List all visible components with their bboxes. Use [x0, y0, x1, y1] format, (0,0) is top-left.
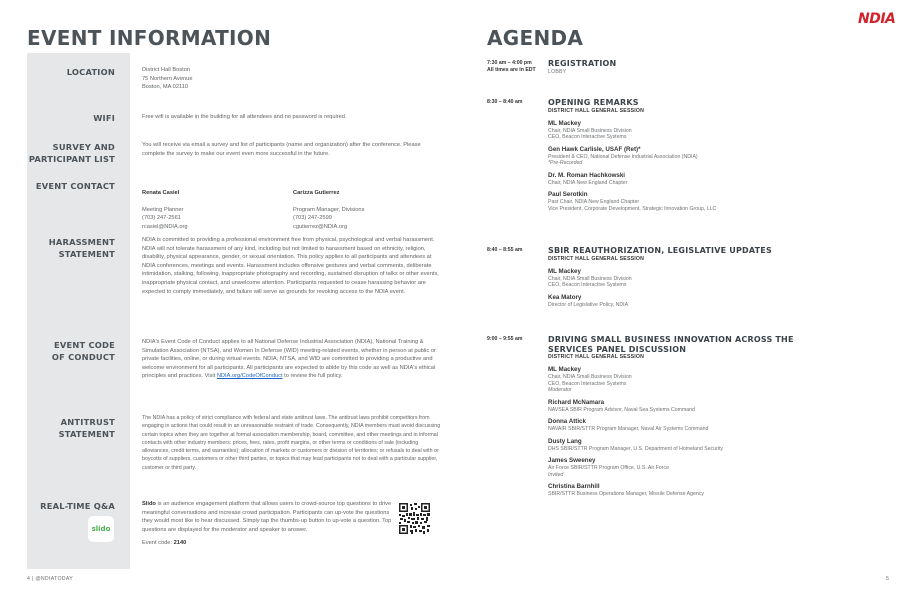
speaker: Christina Barnhill SBIR/STTR Business Operations Manager, Missile Defense Agency	[548, 483, 704, 497]
location-label: LOCATION	[66, 67, 115, 77]
speaker: Richard McNamara NAVSEA SBIR Program Advisor, Naval Sea Systems Command	[548, 398, 695, 413]
qr-code-icon[interactable]	[399, 503, 430, 534]
page-title-event-information: EVENT INFORMATION	[27, 26, 272, 50]
agenda-time-registration: 7:30 am – 4:00 pm All times are in EDT	[487, 60, 536, 73]
survey-text: You will receive via email a survey and list of participants (name and organization) after the conference. Please complete the survey to make our event even more successful in the future.	[142, 142, 421, 157]
code-of-conduct-link[interactable]: NDIA.org/CodeOfConduct	[216, 373, 283, 380]
harassment-text: NDIA is committed to providing a professional environment free from physical, psychological and verbal harassment. NDIA will not tolerate harassment of any kind, including but not limited to harassment based on ethnicity, religion, disability, physical appearance, gender, or sexual orientation. This policy applies to all participants and attendees at NDIA conferences, meetings and events. Harassment includes offensive gestures and verbal comments, deliberate intimidation, stalking, following, inappropriate photography and recording, sustained disruption of talks or other events, inappropriate physical contact, and unwelcome attention. Participants requested to cease harassing behavior are expected to comply immediately, and failure will serve as grounds for revoking access to the NDIA event.	[142, 237, 439, 295]
agenda-item-sbir-reauthorization: SBIR REAUTHORIZATION, LEGISLATIVE UPDATES DISTRICT HALL GENERAL SESSION ML Mackey Chair, NDIA Small Business Division CEO, Beacon Interactive Systems Kea Matory Director of Legislative Policy, NDIA	[548, 246, 838, 308]
agenda-time-panel: 9:00 – 9:55 am	[487, 336, 523, 342]
agenda-time-sbir: 8:40 – 8:55 am	[487, 247, 523, 253]
section-label-column	[27, 53, 130, 569]
page-title-agenda: AGENDA	[487, 26, 584, 50]
speaker: ML Mackey Chair, NDIA Small Business Division CEO, Beacon Interactive Systems	[548, 119, 632, 140]
code-of-conduct-label: EVENT CODE OF CONDUCT	[51, 340, 115, 362]
survey-label: SURVEY AND PARTICIPANT LIST	[28, 142, 115, 164]
contact-renata-casiel: Renata Casiel Meeting Planner (703) 247-2561 rcasiel@NDIA.org	[142, 189, 188, 230]
speaker: Dr. M. Roman Hachkowski Chair, NDIA New England Chapter	[548, 171, 628, 186]
ndia-logo[interactable]: NDIA	[858, 11, 896, 27]
speaker: Dusty Lang DHS SBIR/STTR Program Manager, U.S. Department of Homeland Security	[548, 437, 723, 452]
qa-text: Slido is an audience engagement platform that allows users to crowd-source top questions to drive meaningful conversations and increase crowd participation. Participants can up-vote the questions they would most like to hear discussed. Simply tap the thumbs-up button to up-vote a question. Top questions are displayed for the moderator and speaker to answer. Event code: 2140	[142, 501, 392, 547]
agenda-item-registration: REGISTRATION LOBBY	[548, 59, 617, 75]
speaker: ML Mackey Chair, NDIA Small Business Division CEO, Beacon Interactive Systems	[548, 267, 632, 288]
speaker: Paul Serotkin Past Chair, NDIA New England Chapter Vice President, Corporate Development, Strategic Innovation Group, LLC	[548, 191, 717, 212]
speaker: James Sweeney Air Force SBIR/STTR Program Office, U.S. Air Force Invited	[548, 457, 669, 478]
footer-right: 5	[886, 576, 890, 582]
agenda-item-opening-remarks: OPENING REMARKS DISTRICT HALL GENERAL SESSION ML Mackey Chair, NDIA Small Business Division CEO, Beacon Interactive Systems Gen Hawk Carlisle, USAF (Ret)* President & CEO, National Defense Industrial Association (NDIA) *Pre-Recorded Dr. M. Roman Hachkowski Chair, NDIA New England Chapter Paul Serotkin Past Chair, NDIA New England Chapter Vice President, Corporate Development, Strategic Innovation Group, LLC	[548, 98, 838, 212]
speaker: Donna Attick NAVAIR SBIR/STTR Program Manager, Naval Air Systems Command	[548, 418, 709, 432]
wifi-text: Free wifi is available in the building for all attendees and no password is required.	[142, 114, 347, 120]
agenda-time-opening: 8:30 – 8:40 am	[487, 99, 523, 105]
wifi-label: WIFI	[93, 113, 115, 123]
location-text: District Hall Boston 75 Northern Avenue Boston, MA 02110	[142, 67, 193, 91]
contact-carizza-gutierrez: Carizza Gutierrez Program Manager, Divisions (703) 247-2599 cgutierrez@NDIA.org	[293, 189, 365, 230]
qa-label: REAL-TIME Q&A	[40, 501, 115, 511]
speaker: Kea Matory Director of Legislative Policy, NDIA	[548, 293, 629, 308]
harassment-label: HARASSMENT STATEMENT	[48, 237, 115, 259]
antitrust-label: ANTITRUST STATEMENT	[58, 417, 115, 439]
event-contact-label: EVENT CONTACT	[35, 181, 115, 191]
code-of-conduct-text: NDIA's Event Code of Conduct applies to all National Defense Industrial Association (NDIA), National Training & Simulation Association (NTSA), and Women In Defense (WID) meeting-related events, whether in person at public or private facilities, online, or during virtual events. NDIA, NTSA, and WID are committed to providing a productive and welcome environment for all participants. All participants are expected to abide by this code as well as NDIA's ethical principles and practices. Visit NDIA.org/CodeOfConduct to review the full policy.	[142, 339, 436, 380]
speaker: Gen Hawk Carlisle, USAF (Ret)* President & CEO, National Defense Industrial Association (NDIA) *Pre-Recorded	[548, 145, 698, 166]
speaker: ML Mackey Chair, NDIA Small Business Division CEO, Beacon Interactive Systems Moderator	[548, 366, 632, 393]
slido-logo: slido	[88, 516, 114, 542]
agenda-item-panel-discussion: DRIVING SMALL BUSINESS INNOVATION ACROSS THE SERVICES PANEL DISCUSSION DISTRICT HALL GENERAL SESSION ML Mackey Chair, NDIA Small Business Division CEO, Beacon Interactive Systems Moderator Richard McNamara NAVSEA SBIR Program Advisor, Naval Sea Systems Command Donna Attick NAVAIR SBIR/STTR Program Manager, Naval Air Systems Command Dusty Lang DHS SBIR/STTR Program Manager, U.S. Department of Homeland Security James Sweeney Air Force SBIR/STTR Program Office, U.S. Air Force Invited Christina Barnhill SBIR/STTR Business Operations Manager, Missile Defense Agency	[548, 335, 823, 498]
antitrust-text: The NDIA has a policy of strict compliance with federal and state antitrust laws. The antitrust laws prohibit competitors from engaging in actions that could result in an unreasonable restraint of trade. Consequently, NDIA members must avoid discussing certain topics when they are together at formal association membership, board, committee, and other meetings and in informal contacts with other industry members: prices, fees, rates, profit margins, or other terms or conditions of sale (including allowances, credit terms, and warranties); allocation of markets or customers or division of territories; or refusals to deal with or boycotts of suppliers, customers or other third parties, or topics that may lead participants not to deal with a particular supplier, customer or third party.	[142, 415, 441, 471]
footer-left: 4 | @NDIATODAY	[27, 576, 73, 582]
event-code: 2140	[173, 540, 187, 547]
